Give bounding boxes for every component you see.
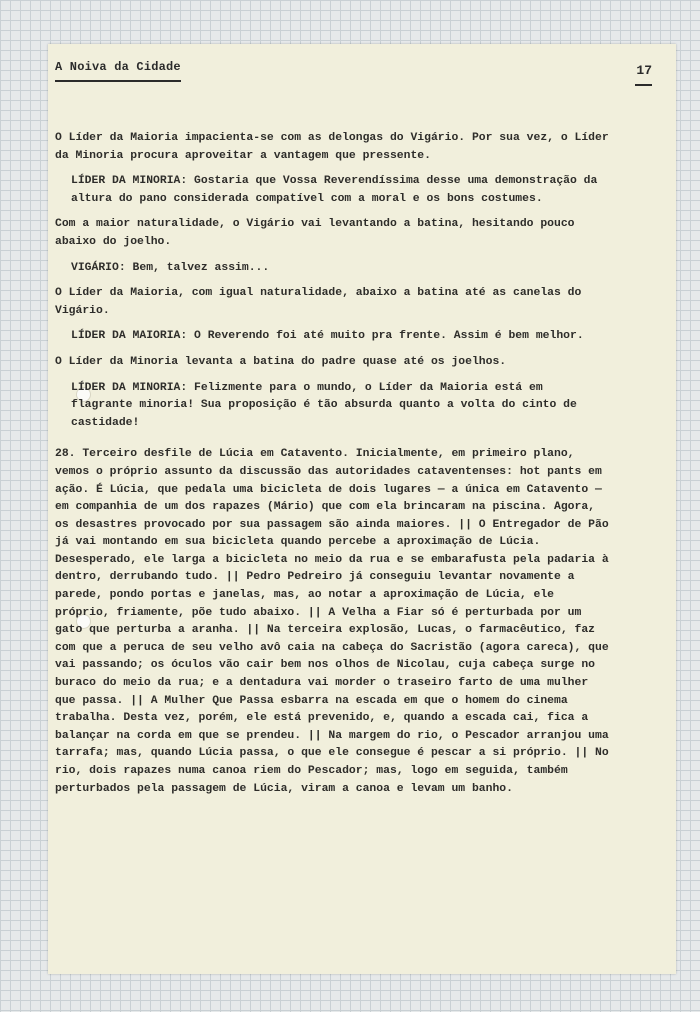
stage-direction: O Líder da Minoria levanta a batina do padre quase até os joelhos. — [55, 355, 507, 368]
dialogue-line: LÍDER DA MINORIA: Gostaria que Vossa Reverendíssima desse uma demonstração da altura do pano considerada compatível com a moral e os bons costumes. — [71, 175, 598, 205]
stage-direction: O Líder da Maioria, com igual naturalidade, abaixo a batina até as canelas do Vigário. — [55, 287, 582, 317]
page-number-underline — [635, 84, 652, 86]
header-underline — [55, 80, 181, 82]
dialogue-line: LÍDER DA MAIORIA: O Reverendo foi até muito pra frente. Assim é bem melhor. — [71, 330, 584, 343]
dialogue-line: LÍDER DA MINORIA: Felizmente para o mundo, o Líder da Maioria está em flagrante minoria! Sua proposição é tão absurda quanto a volta do cinto de castidade! — [71, 381, 577, 429]
scene-paragraph: 28. Terceiro desfile de Lúcia em Catavento. Inicialmente, em primeiro plano, vemos o próprio assunto da discussão das autoridades cataventenses: hot pants em ação. É Lúcia, que pedala uma bicicleta de dois lugares — a única em Catavento — em companhia de um dos rapazes (Mário) que com ela brincaram na piscina. Agora, os desastres provocado por sua passagem são ainda maiores. || O Entregador de Pão já vai montando em sua bicicleta quando percebe a aproximação de Lúcia. Desesperado, ele larga a bicicleta no meio da rua e se embarafusta pela padaria à dentro, derrubando tudo. || Pedro Pedreiro já conseguiu levantar novamente a parede, pondo portas e janelas, mas, ao notar a aproximação de Lúcia, ele próprio, friamente, põe tudo abaixo. || A Velha a Fiar só é perturbada por um gato que perturba a aranha. || Na terceira explosão, Lucas, o farmacêutico, faz com que a peruca de seu velho avô caia na cabeça do Sacristão (agora careca), que vai passando; os óculos vão cair bem nos olhos de Nicolau, cuja cabeça surge no buraco do meio da rua; e a dentadura vai morder o traseiro farto de uma mulher que passa. || A Mulher Que Passa esbarra na escada em que o homem do cinema trabalha. Desta vez, porém, ele está prevenido, e, quando a escada cai, fica a balançar na corda em que se prendeu. || Na margem do rio, o Pescador arranjou uma tarrafa; mas, quando Lúcia passa, o que ele consegue é pescar a si próprio. || No rio, dois rapazes numa canoa riem do Pescador; mas, logo em seguida, também perturbados pela passagem de Lúcia, viram a canoa e levam um banho. — [55, 448, 609, 795]
header-title: A Noiva da Cidade — [55, 60, 181, 74]
script-body — [55, 130, 610, 806]
stage-direction: Com a maior naturalidade, o Vigário vai levantando a batina, hesitando pouco abaixo do joelho. — [55, 218, 575, 248]
dialogue-line: VIGÁRIO: Bem, talvez assim... — [71, 261, 270, 274]
stage-direction: O Líder da Maioria impacienta-se com as delongas do Vigário. Por sua vez, o Líder da Minoria procura aproveitar a vantagem que pressente. — [55, 132, 609, 162]
page-number: 17 — [636, 63, 652, 78]
